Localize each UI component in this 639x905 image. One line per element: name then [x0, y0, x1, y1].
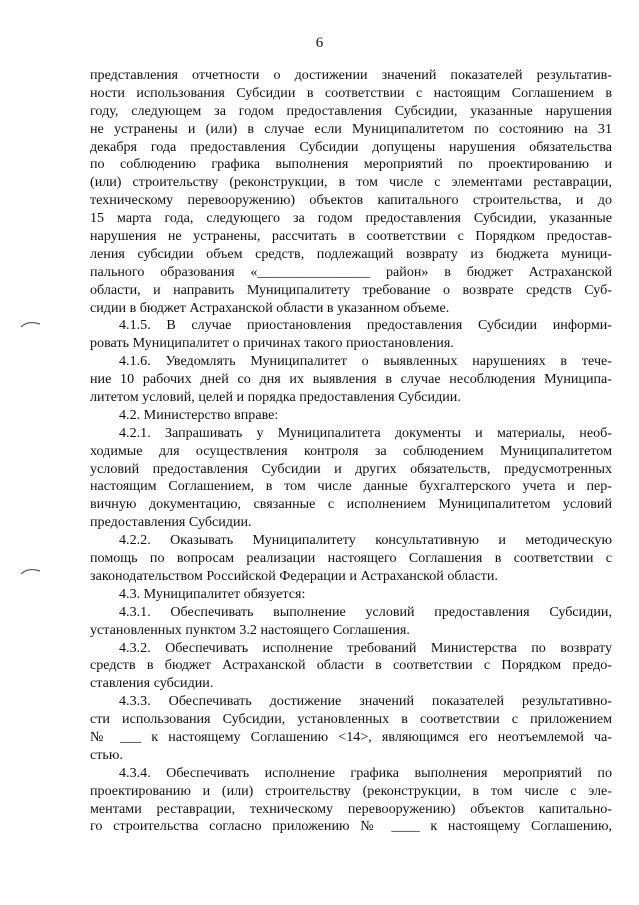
text-line: сти использования Субсидии, установленных в соответствии с приложением [90, 711, 612, 728]
text-line: декабря года предоставления Субсидии допущены нарушения обязательства [90, 138, 612, 155]
text-line: го строительства согласно приложению № ____ к настоящему Соглашению, [90, 818, 612, 835]
text-line: 15 марта года, следующего за годом предоставления Субсидии, указанные [90, 210, 612, 227]
text-line: году, следующем за годом предоставления Субсидии, указанные нарушения [90, 102, 612, 119]
text-line: пального образования «________________ район» в бюджет Астраханской [90, 263, 612, 280]
text-line: представления отчетности о достижении значений показателей результатив- [90, 67, 612, 83]
text-line: предоставления Субсидии. [90, 514, 252, 531]
text-line: законодательством Российской Федерации и Астраханской области. [90, 567, 498, 584]
text-line: 4.1.6. Уведомлять Муниципалитет о выявленных нарушениях в тече- [119, 353, 612, 370]
text-line: области, и направить Муниципалитету требование о возврате средств Суб- [90, 281, 612, 298]
text-line: нарушения не устранены, рассчитать в соответствии с Порядком предостав- [90, 228, 612, 245]
text-line: ставления субсидии. [90, 675, 214, 692]
text-line: (или) строительству (реконструкции, в том числе с элементами реставрации, [90, 174, 612, 191]
text-line: по соблюдению графика выполнения мероприятий по проектированию и [90, 156, 612, 173]
text-line: вичную документацию, связанные с исполнением Муниципалитетом условий [90, 496, 612, 513]
margin-mark-icon [20, 566, 42, 576]
text-line: 4.2.1. Запрашивать у Муниципалитета документы и материалы, необ- [119, 424, 612, 441]
text-line: не устранены и (или) в случае если Муниципалитетом по состоянию на 31 [90, 120, 612, 137]
text-line: ровать Муниципалитет о причинах такого приостановления. [90, 335, 454, 352]
text-line: средств в бюджет Астраханской области в соответствии с Порядком предо- [90, 657, 612, 674]
text-line: литетом условий, целей и порядка предоставления Субсидии. [90, 389, 461, 406]
text-line: условий предоставления Субсидии и других обязательств, предусмотренных [90, 460, 612, 477]
text-line: техническому перевооружению) объектов капитального строительства, и до [90, 192, 612, 209]
text-line: 4.3.2. Обеспечивать исполнение требований Министерства по возврату [119, 639, 612, 656]
text-line: установленных пунктом 3.2 настоящего Соглашения. [90, 621, 410, 638]
text-line: настоящим Соглашением, в том числе данные бухгалтерского учета и пер- [90, 478, 612, 495]
document-body [90, 67, 612, 836]
text-line: 4.3.1. Обеспечивать выполнение условий предоставления Субсидии, [119, 603, 612, 620]
text-line: 4.2.2. Оказывать Муниципалитету консультативную и методическую [119, 532, 612, 549]
text-line: 4.1.5. В случае приостановления предоставления Субсидии информи- [119, 317, 612, 334]
text-line: 4.3.3. Обеспечивать достижение значений показателей результативно- [119, 693, 612, 710]
text-line: стью. [90, 746, 123, 763]
text-line: ние 10 рабочих дней со дня их выявления в случае несоблюдения Муниципа- [90, 371, 612, 388]
text-line: 4.2. Министерство вправе: [119, 406, 279, 423]
page-number: 6 [315, 35, 324, 51]
text-line: № ___ к настоящему Соглашению <14>, являющимся его неотъемлемой ча- [90, 728, 612, 745]
text-line: проектированию и (или) строительству (реконструкции, в том числе с эле- [90, 782, 612, 799]
text-line: 4.3. Муниципалитет обязуется: [119, 585, 306, 602]
text-line: ментами реставрации, техническому перевооружению) объектов капитально- [90, 800, 612, 817]
margin-mark-icon [20, 319, 42, 329]
text-line: ходимые для осуществления контроля за соблюдением Муниципалитетом [90, 442, 612, 459]
text-line: помощь по вопросам реализации настоящего Соглашения в соответствии с [90, 550, 612, 567]
text-line: сидии в бюджет Астраханской области в указанном объеме. [90, 299, 450, 316]
text-line: ности использования Субсидии в соответствии с настоящим Соглашением в [90, 84, 612, 101]
text-line: ления субсидии объем средств, подлежащий возврату из бюджета муници- [90, 245, 612, 262]
text-line: 4.3.4. Обеспечивать исполнение графика выполнения мероприятий по [119, 764, 612, 781]
